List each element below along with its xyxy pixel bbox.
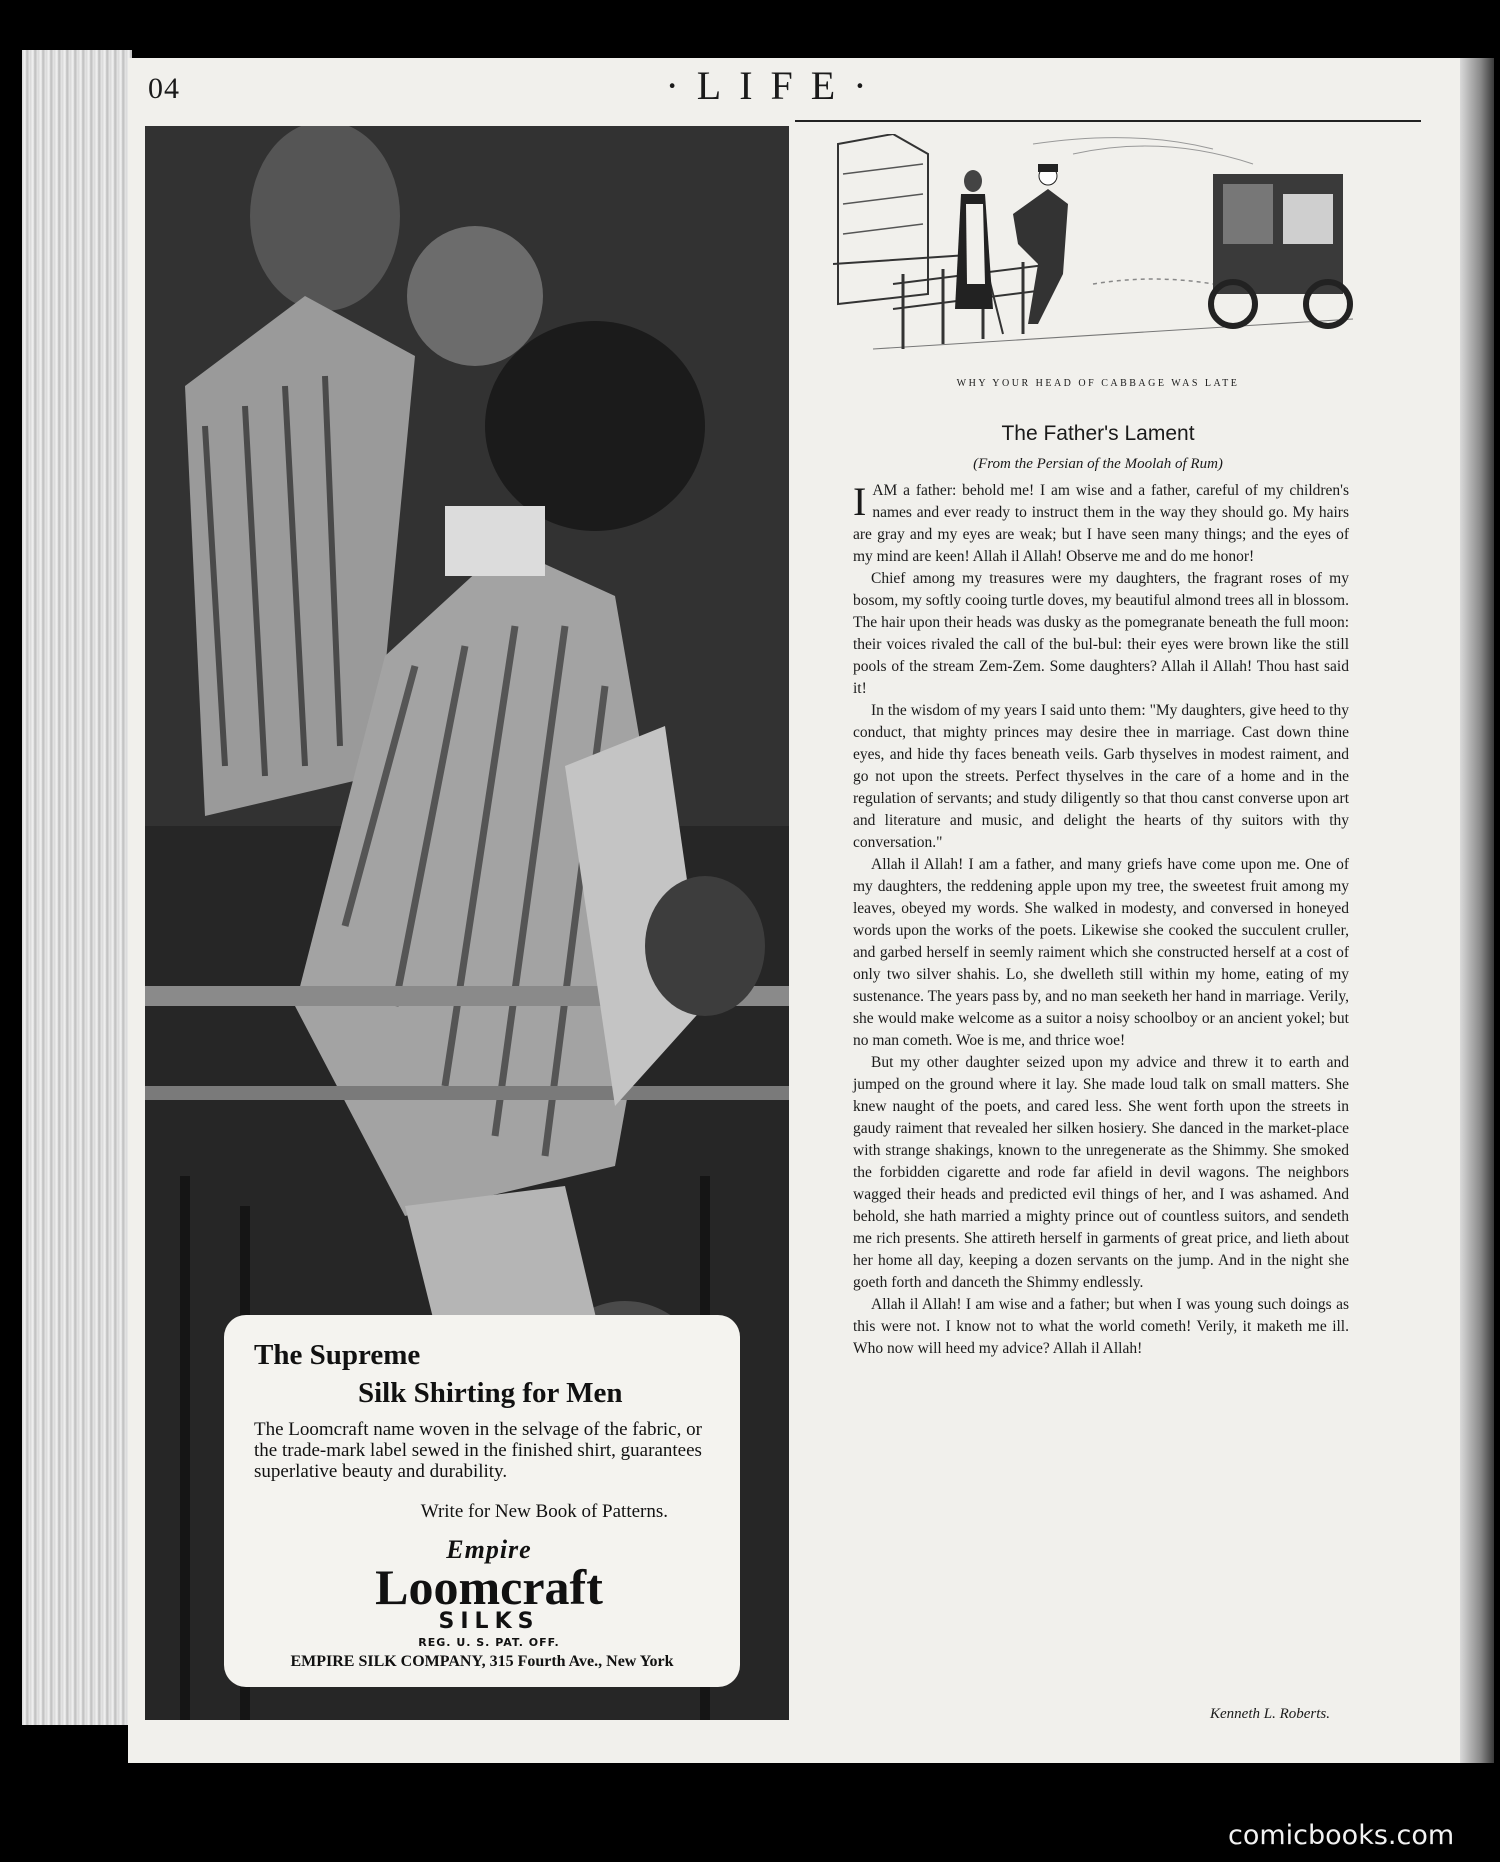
book-page-edges [22,50,132,1725]
ad-company-address: EMPIRE SILK COMPANY, 315 Fourth Ave., New York [290,1653,674,1670]
article-byline: Kenneth L. Roberts. [1210,1706,1330,1722]
spine-shadow [1460,58,1494,1763]
page-number: 04 [148,72,180,105]
ad-headline-line1: The Supreme [254,1339,421,1371]
article-paragraph: In the wisdom of my years I said unto them: "My daughters, give heed to thy conduct, that mighty princes may desire thee in marriage. Cast down thine eyes, and hide thy faces beneath veils. Garb thyselves in modest raiment, and go not upon the streets. Perfect thyselves in the care of a home and in the regulation of servants; and study diligently so that thou canst converse upon art and literature and music, and delight the hearts of thy suitors with thy conversation." [853,702,1349,851]
logo-registered: REG. U. S. PAT. OFF. [418,1636,560,1649]
site-watermark: comicbooks.com [1228,1820,1455,1851]
paragraph-text: AM a father: behold me! I am wise and a father, careful of my children's names and ever ready to instruct them in the way they should go. My hairs are gray and my eyes are weak; but I have seen many things; and the eyes of my mind are keen! Allah il Allah! Observe me and do me honor! [853,482,1349,565]
logo-main: Loomcraft [375,1559,603,1615]
masthead: ·LIFE· [665,63,885,108]
ad-body-text: The Loomcraft name woven in the selvage of the fabric, or the trade-mark label sewed in the finished shirt, guarantees superlative beauty and durability. [254,1419,702,1482]
article-paragraph [853,480,1349,568]
cartoon-caption: WHY YOUR HEAD OF CABBAGE WAS LATE [956,378,1240,389]
cartoon-illustration [833,134,1363,358]
article-paragraph: Allah il Allah! I am a father, and many griefs have come upon me. One of my daughters, the reddening apple upon my tree, the sweetest fruit among my leaves, obeyed my words. She walked in modesty, and conversed in honeyed words upon the works of the poets. Likewise she cooked the succulent cruller, and garbed herself in seemly raiment which she constructed herself at a cost of only two silver shahis. Lo, she dwelleth still within my home, eating of my sustenance. The years pass by, and no man seeketh her hand in marriage. Verily, she would make welcome as a suitor a noisy schoolboy or an ancient yokel; but no man cometh. Woe is me, and thrice woe! [853,856,1349,1049]
ad-call-to-action: Write for New Book of Patterns. [420,1501,668,1522]
ad-headline-line2: Silk Shirting for Men [358,1377,623,1409]
article-body [853,480,1349,1360]
logo-silks: SILKS [438,1609,540,1634]
advertisement [145,126,789,1720]
drop-cap: I [853,479,867,524]
article-paragraph: Chief among my treasures were my daughters, the fragrant roses of my bosom, my softly cooing turtle doves, my beautiful almond trees all in blossom. The hair upon their heads was dusky as the pomegranate beneath the full moon: their voices rivaled the call of the bul-bul: their eyes were brown like the still pools of the stream Zem-Zem. Some daughters? Allah il Allah! Thou hast said it! [853,570,1349,697]
logo-script: Empire [446,1535,532,1564]
article-title: The Father's Lament [1001,422,1195,445]
article-paragraph: But my other daughter seized upon my advice and threw it to earth and jumped on the ground where it lay. She made loud talk on small matters. She knew naught of the poets, and cared less. She went forth upon the streets in gaudy raiment that revealed her silken hosiery. She danced in the market-place with strange shakings, known to the unregenerate as the Shimmy. She smoked the forbidden cigarette and rode far afield in devil wagons. The neighbors wagged their heads and predicted evil things of her, and I was ashamed. And behold, she hath married a mighty prince out of countless suitors, and sendeth me rich presents. She attireth herself in garments of great price, and lieth about her home all day, keeping a dozen servants on the jump. And in the night she goeth forth and danceth the Shimmy endlessly. [853,1054,1349,1291]
article-paragraph: Allah il Allah! I am wise and a father; but when I was young such doings as this were not. I know not to what the world cometh! Verily, it maketh me ill. Who now will heed my advice? Allah il Allah! [853,1296,1349,1357]
loomcraft-logo [374,1535,604,1649]
masthead-rule [795,120,1421,122]
ad-text-card [224,1315,740,1687]
article-subtitle: (From the Persian of the Moolah of Rum) [973,456,1223,472]
